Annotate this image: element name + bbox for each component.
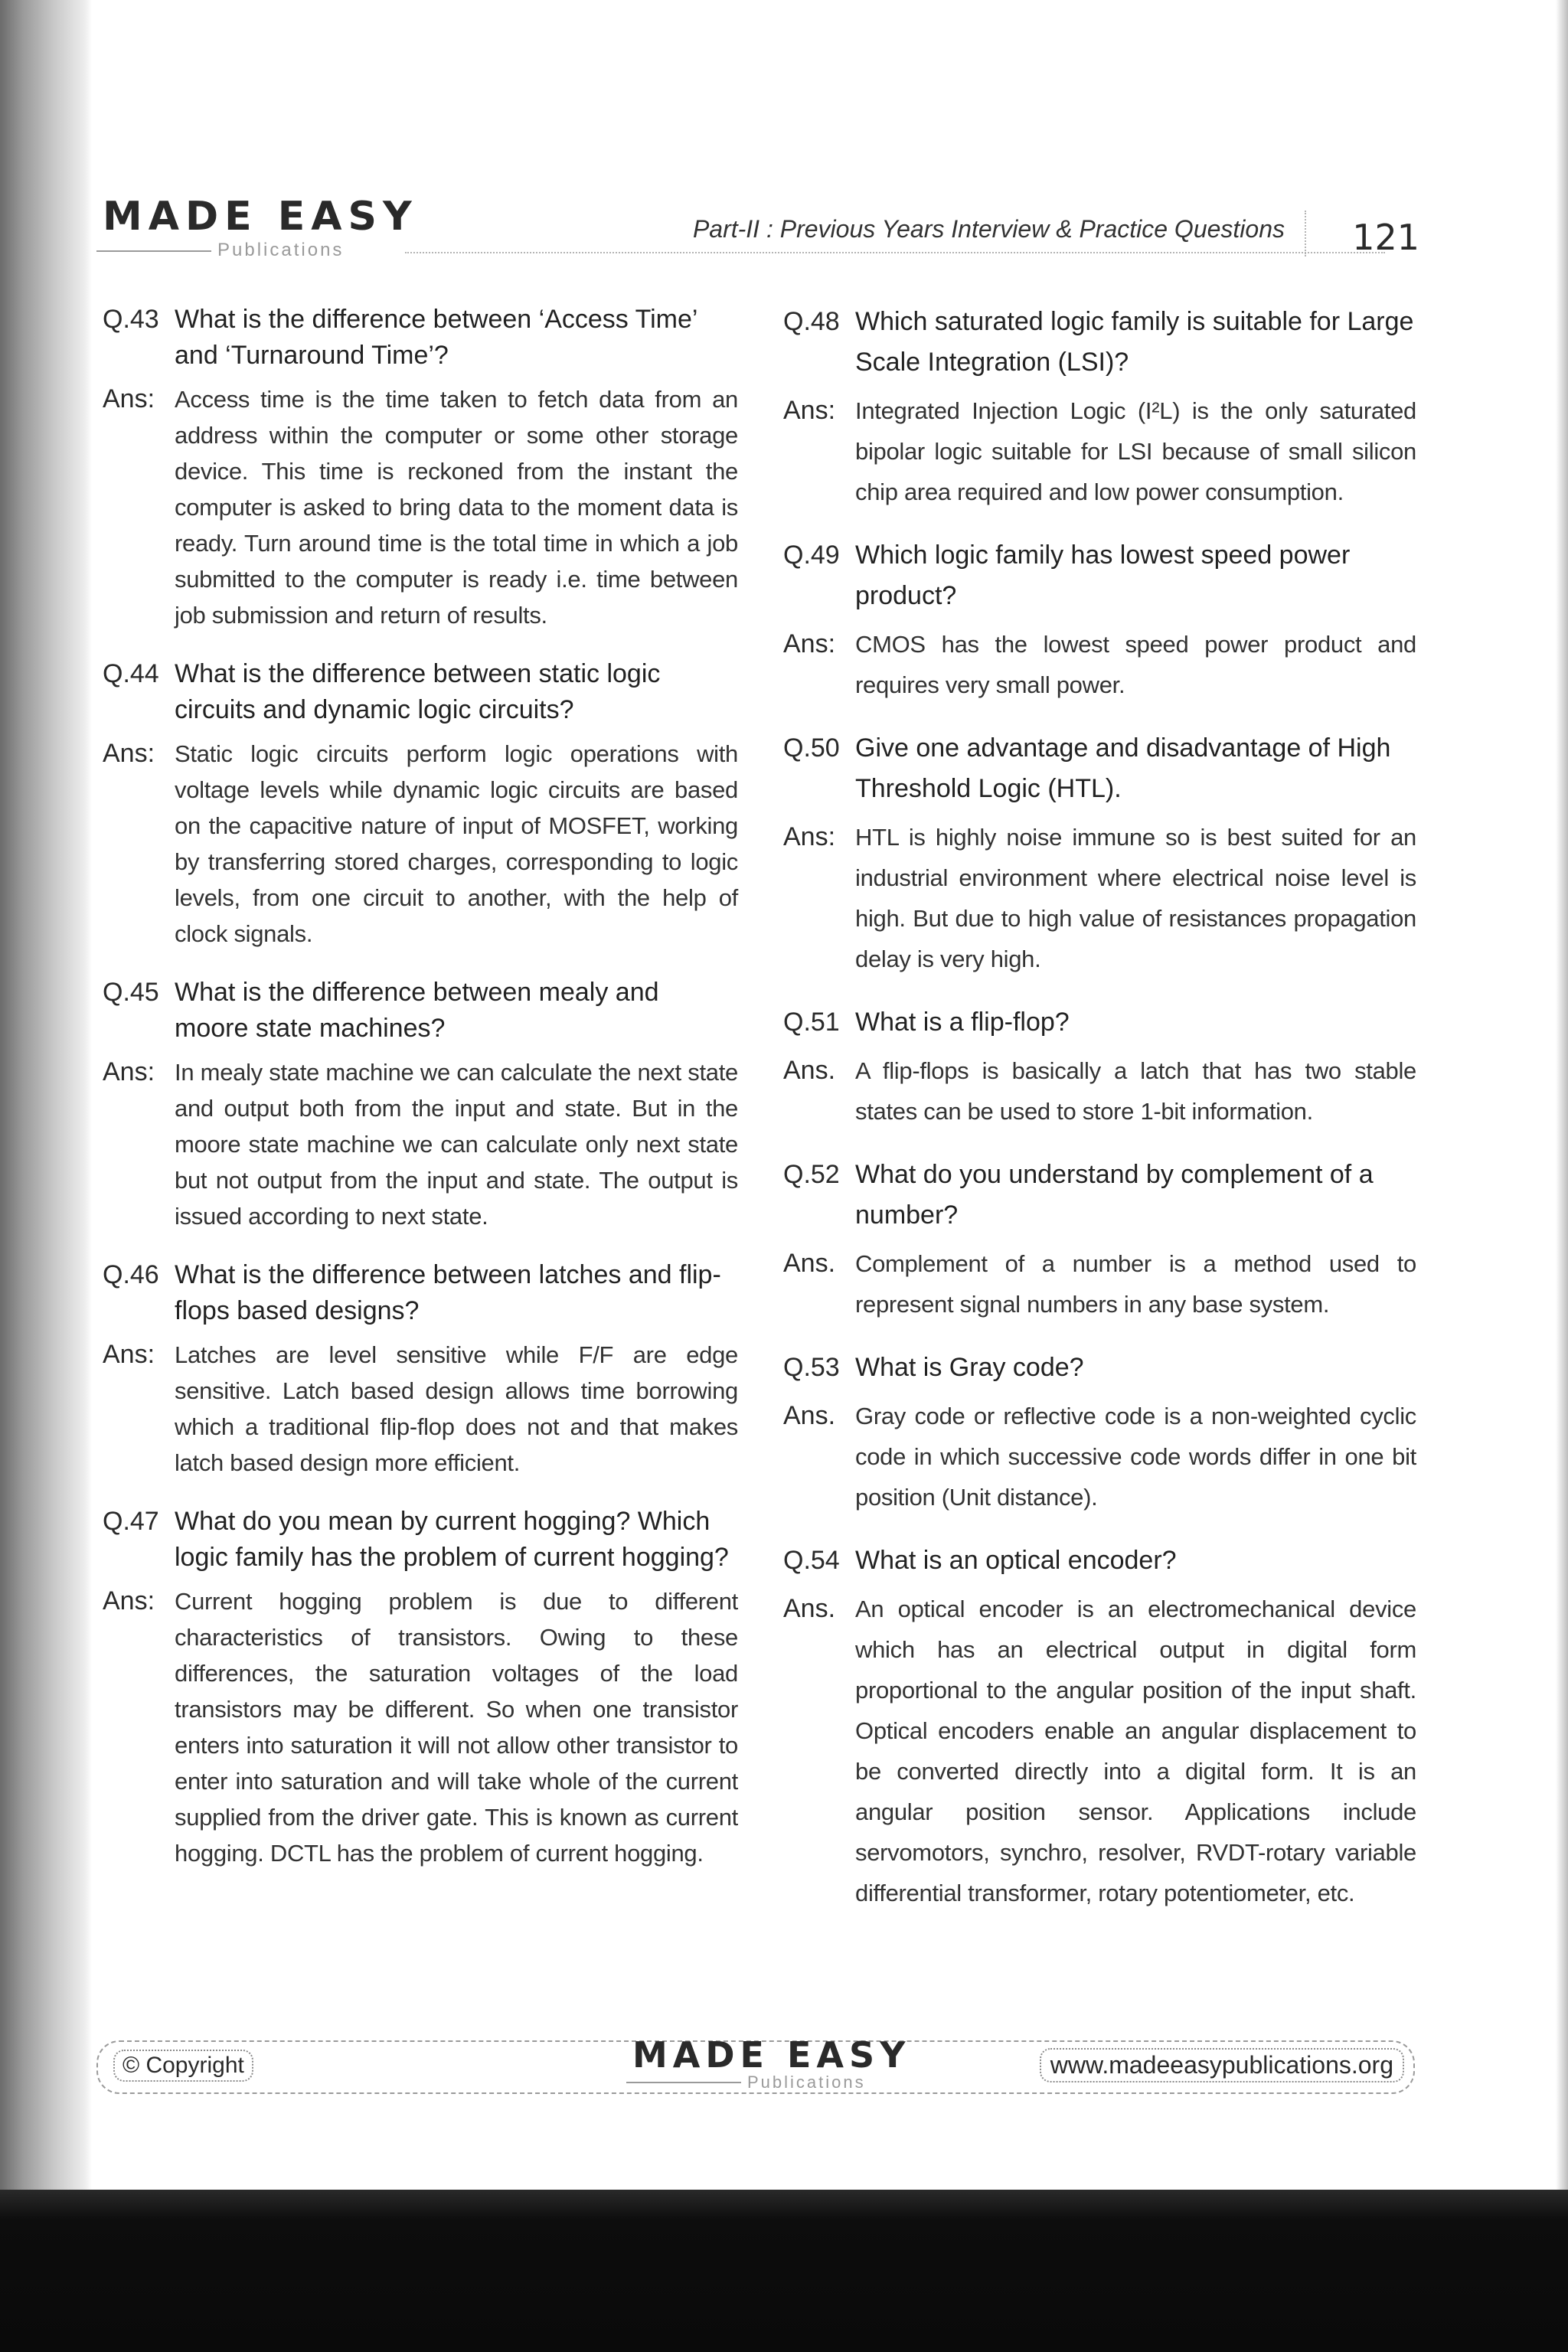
copyright-notice: © Copyright xyxy=(113,2050,253,2082)
logo-wordmark: MADE EASY xyxy=(103,194,418,240)
page-footer xyxy=(96,2033,1415,2103)
qa-item xyxy=(783,535,1416,705)
qa-item xyxy=(103,1504,738,1871)
question-number: Q.53 xyxy=(783,1353,840,1382)
qa-item xyxy=(783,1002,1416,1132)
answer-text: HTL is highly noise immune so is best suited for an industrial environment where electrical noise level is high. But due to high value of resistances propagation delay is very high. xyxy=(855,824,1416,972)
answer-label: Ans: xyxy=(103,1057,155,1086)
answer-text: Integrated Injection Logic (I²L) is the only saturated bipolar logic suitable for LSI because of small silicon chip area required and low power consumption. xyxy=(855,397,1416,505)
left-column xyxy=(103,302,738,1894)
question-text: What is the difference between static logic circuits and dynamic logic circuits? xyxy=(175,659,661,724)
answer-text: Current hogging problem is due to different characteristics of transistors. Owing to these differences, the saturation voltages of the load transistors may be different. So when one transistor enters into saturation it will not allow other transistor to enter into saturation and will take whole of the current supplied from the driver gate. This is known as current hogging. DCTL has the problem of current hogging. xyxy=(175,1588,738,1867)
qa-item xyxy=(783,302,1416,512)
footer-logo xyxy=(632,2034,911,2092)
question-number: Q.44 xyxy=(103,659,159,688)
question-text: What do you understand by complement of a number? xyxy=(855,1160,1374,1230)
qa-item xyxy=(103,302,738,633)
question-number: Q.54 xyxy=(783,1546,840,1575)
right-column xyxy=(783,302,1416,1936)
answer-label: Ans. xyxy=(783,1056,836,1085)
answer-text: In mealy state machine we can calculate the next state and output both from the input and state. But in the moore state machine we can calculate only next state but not output from the input and state. The output is issued according to next state. xyxy=(175,1059,738,1230)
page-number: 121 xyxy=(1352,217,1419,258)
logo-subtitle: Publications xyxy=(747,2073,866,2092)
question-number: Q.51 xyxy=(783,1008,840,1037)
answer-text: Static logic circuits perform logic operations with voltage levels while dynamic logic circuits are based on the capacitive nature of input of MOSFET, working by transferring stored charges, corresponding to logic levels, from one circuit to another, with the help of clock signals. xyxy=(175,740,738,947)
answer-label: Ans: xyxy=(783,629,836,658)
qa-item xyxy=(783,1155,1416,1325)
header-logo xyxy=(103,194,418,260)
question-text: What do you mean by current hogging? Which logic family has the problem of current hogging? xyxy=(175,1507,729,1572)
answer-text: Gray code or reflective code is a non-weighted cyclic code in which successive code words differ in one bit position (Unit distance). xyxy=(855,1403,1416,1511)
question-text: What is Gray code? xyxy=(855,1353,1084,1382)
answer-label: Ans. xyxy=(783,1401,836,1430)
question-number: Q.52 xyxy=(783,1160,840,1189)
qa-item xyxy=(103,1257,738,1481)
question-text: What is the difference between ‘Access Time’ and ‘Turnaround Time’? xyxy=(175,305,697,370)
qa-item xyxy=(783,1540,1416,1913)
question-text: What is the difference between mealy and moore state machines? xyxy=(175,978,659,1043)
scan-background xyxy=(0,2190,1568,2352)
question-text: What is a flip-flop? xyxy=(855,1008,1070,1037)
website-url: www.madeeasypublications.org xyxy=(1040,2048,1404,2082)
answer-text: Latches are level sensitive while F/F are edge sensitive. Latch based design allows time borrowing which a traditional flip-flop does not and that makes latch based design more efficient. xyxy=(175,1341,738,1476)
answer-text: Access time is the time taken to fetch data from an address within the computer or some other storage device. This time is reckoned from the instant the computer is asked to bring data to the moment data is ready. Turn around time is the total time in which a job submitted to the computer is ready i.e. time between job submission and return of results. xyxy=(175,386,738,629)
section-title: Part-II : Previous Years Interview & Practice Questions xyxy=(692,215,1285,243)
answer-label: Ans. xyxy=(783,1594,836,1623)
qa-item xyxy=(103,975,738,1234)
answer-label: Ans: xyxy=(103,1340,155,1369)
answer-text: An optical encoder is an electromechanical device which has an electrical output in digital form proportional to the angular position of the input shaft. Optical encoders enable an angular displacement to be converted directly into a digital form. It is an angular position sensor. Applications include servomotors, synchro, resolver, RVDT-rotary variable differential transformer, rotary potentiometer, etc. xyxy=(855,1596,1416,1906)
header-divider xyxy=(405,252,1385,253)
qa-item xyxy=(103,656,738,952)
question-text: Which saturated logic family is suitable for Large Scale Integration (LSI)? xyxy=(855,307,1414,377)
question-number: Q.48 xyxy=(783,307,840,336)
question-text: What is an optical encoder? xyxy=(855,1546,1177,1575)
question-text: What is the difference between latches and flip-flops based designs? xyxy=(175,1260,721,1325)
question-number: Q.46 xyxy=(103,1260,159,1289)
question-text: Give one advantage and disadvantage of High Threshold Logic (HTL). xyxy=(855,733,1391,803)
question-number: Q.47 xyxy=(103,1507,159,1536)
question-text: Which logic family has lowest speed power product? xyxy=(855,541,1351,610)
header-vertical-divider xyxy=(1305,211,1306,256)
question-number: Q.43 xyxy=(103,305,159,334)
qa-item xyxy=(783,728,1416,979)
question-number: Q.50 xyxy=(783,733,840,763)
answer-text: A flip-flops is basically a latch that has two stable states can be used to store 1-bit information. xyxy=(855,1057,1416,1125)
question-number: Q.49 xyxy=(783,541,840,570)
answer-text: CMOS has the lowest speed power product and requires very small power. xyxy=(855,631,1416,698)
answer-label: Ans. xyxy=(783,1249,836,1278)
qa-item xyxy=(783,1348,1416,1517)
answer-text: Complement of a number is a method used to represent signal numbers in any base system. xyxy=(855,1250,1416,1318)
page-header xyxy=(103,195,1419,272)
answer-label: Ans: xyxy=(103,384,155,413)
logo-wordmark: MADE EASY xyxy=(632,2034,911,2076)
answer-label: Ans: xyxy=(783,396,836,425)
answer-label: Ans: xyxy=(103,1586,155,1615)
answer-label: Ans: xyxy=(783,822,836,851)
answer-label: Ans: xyxy=(103,739,155,768)
logo-subtitle: Publications xyxy=(217,240,345,260)
question-number: Q.45 xyxy=(103,978,159,1007)
